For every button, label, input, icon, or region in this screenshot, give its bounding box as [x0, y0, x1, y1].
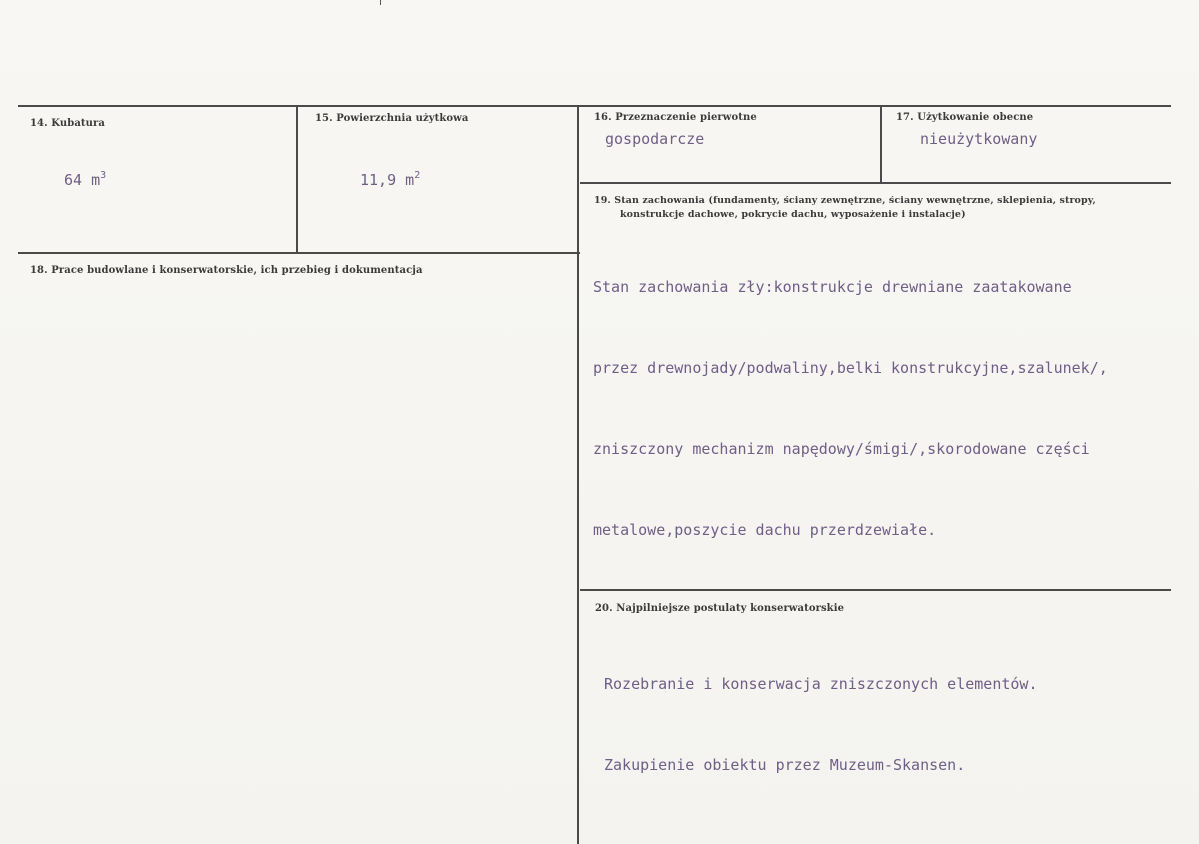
field-16-label: 16. Przeznaczenie pierwotne — [594, 112, 757, 123]
field-19-line: przez drewnojady/podwaliny,belki konstrukcyjne,szalunek/, — [593, 359, 1108, 377]
divider-v-main — [577, 105, 579, 844]
field-14-value-text: 64 m — [64, 171, 101, 189]
field-19-text — [593, 220, 1108, 598]
field-20-line: Zakupienie obiektu przez Muzeum-Skansen. — [604, 756, 966, 774]
field-20-label: 20. Najpilniejsze postulaty konserwatorskie — [595, 603, 845, 614]
field-19-label-line1: 19. Stan zachowania (fundamenty, ściany zewnętrzne, ściany wewnętrzne, sklepienia, stropy, — [594, 195, 1096, 206]
field-20-text — [604, 617, 1037, 833]
field-15-label: 15. Powierzchnia użytkowa — [315, 113, 469, 124]
divider-row1-left — [18, 252, 580, 254]
field-18-label: 18. Prace budowlane i konserwatorskie, ich przebieg i dokumentacja — [30, 265, 423, 276]
field-15-value-text: 11,9 m — [360, 171, 415, 189]
divider-v-16-17 — [880, 105, 882, 184]
field-17-value: nieużytkowany — [920, 130, 1038, 148]
divider-top — [18, 105, 1171, 107]
field-16-value: gospodarcze — [605, 130, 705, 148]
field-19-label-line2: konstrukcje dachowe, pokrycie dachu, wyposażenie i instalacje) — [620, 209, 966, 220]
field-19-line: metalowe,poszycie dachu przerdzewiałe. — [593, 521, 937, 539]
field-14-label: 14. Kubatura — [30, 118, 105, 129]
field-14-value — [64, 170, 106, 189]
field-15-unit-exponent: 2 — [414, 170, 421, 181]
field-19-line: zniszczony mechanizm napędowy/śmigi/,skorodowane części — [593, 440, 1090, 458]
field-15-value — [360, 170, 420, 189]
top-tick-mark — [380, 0, 381, 5]
field-19-line: Stan zachowania zły:konstrukcje drewniane zaatakowane — [593, 278, 1072, 296]
divider-v-14-15 — [296, 105, 298, 254]
divider-row1-right — [580, 182, 1171, 184]
field-20-line: Rozebranie i konserwacja zniszczonych elementów. — [604, 675, 1038, 693]
field-14-unit-exponent: 3 — [100, 170, 107, 181]
field-17-label: 17. Użytkowanie obecne — [896, 112, 1034, 123]
